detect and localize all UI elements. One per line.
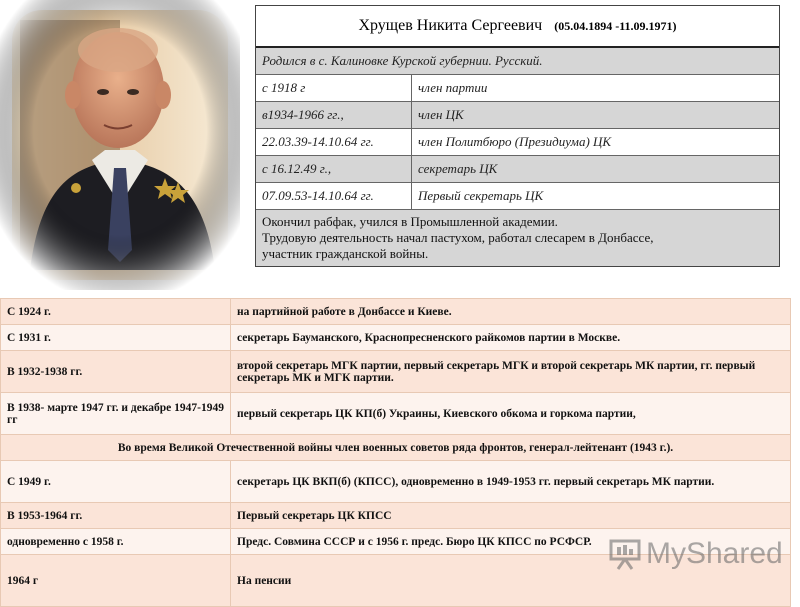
top-row xyxy=(256,156,779,183)
table-row xyxy=(1,555,791,607)
table-row xyxy=(1,435,791,461)
top-row-period: с 16.12.49 г., xyxy=(256,156,412,182)
top-row-period: 22.03.39-14.10.64 гг. xyxy=(256,129,412,155)
career-period: В 1953-1964 гг. xyxy=(1,503,231,529)
portrait-photo xyxy=(0,0,240,290)
career-period: С 1931 г. xyxy=(1,325,231,351)
header-title xyxy=(256,6,779,48)
top-row-role: член ЦК xyxy=(418,107,464,122)
top-row-period: 07.09.53-14.10.64 гг. xyxy=(256,183,412,209)
table-row xyxy=(1,351,791,393)
top-row-role: член Политбюро (Президиума) ЦК xyxy=(418,134,612,149)
career-period: одновременно с 1958 г. xyxy=(1,529,231,555)
career-wartime-text: Во время Великой Отечественной войны член военных советов ряда фронтов, генерал-лейтенант (1943 г.). xyxy=(1,435,791,461)
table-row xyxy=(1,393,791,435)
biography-summary-table xyxy=(255,5,780,267)
education-note xyxy=(256,210,779,266)
table-row xyxy=(1,461,791,503)
note-line: участник гражданской войны. xyxy=(262,246,429,261)
career-period: 1964 г xyxy=(1,555,231,607)
career-text: секретарь ЦК ВКП(б) (КПСС), одновременно в 1949-1953 гг. первый секретарь МК партии. xyxy=(231,461,791,503)
top-row-role: секретарь ЦК xyxy=(418,161,498,176)
career-text: Предс. Совмина СССР и с 1956 г. предс. Бюро ЦК КПСС по РСФСР. xyxy=(231,529,791,555)
career-text: на партийной работе в Донбассе и Киеве. xyxy=(231,299,791,325)
person-name: Хрущев Никита Сергеевич xyxy=(358,17,543,34)
top-row xyxy=(256,75,779,102)
career-period: В 1938- марте 1947 гг. и декабре 1947-1949 гг xyxy=(1,393,231,435)
career-period: С 1924 г. xyxy=(1,299,231,325)
birthplace-text: Родился в с. Калиновке Курской губернии. Русский. xyxy=(256,48,779,75)
career-text: второй секретарь МГК партии, первый секретарь МГК и второй секретарь МК партии, гг. первый секретарь МК и МГК партии. xyxy=(231,351,791,393)
table-row xyxy=(1,325,791,351)
career-text: первый секретарь ЦК КП(б) Украины, Киевского обкома и горкома партии, xyxy=(231,393,791,435)
top-row xyxy=(256,102,779,129)
top-row-period: в1934-1966 гг., xyxy=(256,102,412,128)
top-row xyxy=(256,129,779,156)
table-row xyxy=(1,529,791,555)
career-table xyxy=(0,298,791,607)
note-line: Трудовую деятельность начал пастухом, работал слесарем в Донбассе, xyxy=(262,230,654,245)
top-row-period: с 1918 г xyxy=(256,75,412,101)
top-row-role: Первый секретарь ЦК xyxy=(418,188,544,203)
top-row-role: член партии xyxy=(418,80,488,95)
career-text: Первый секретарь ЦК КПСС xyxy=(231,503,791,529)
top-row xyxy=(256,183,779,210)
life-dates: (05.04.1894 -11.09.1971) xyxy=(554,18,677,33)
career-text: секретарь Бауманского, Краснопресненского райкомов партии в Москве. xyxy=(231,325,791,351)
table-row xyxy=(1,299,791,325)
note-line: Окончил рабфак, учился в Промышленной академии. xyxy=(262,214,558,229)
table-row xyxy=(1,503,791,529)
career-period: В 1932-1938 гг. xyxy=(1,351,231,393)
watermark-text: MyShared xyxy=(646,537,783,570)
career-period: С 1949 г. xyxy=(1,461,231,503)
career-text: На пенсии xyxy=(231,555,791,607)
